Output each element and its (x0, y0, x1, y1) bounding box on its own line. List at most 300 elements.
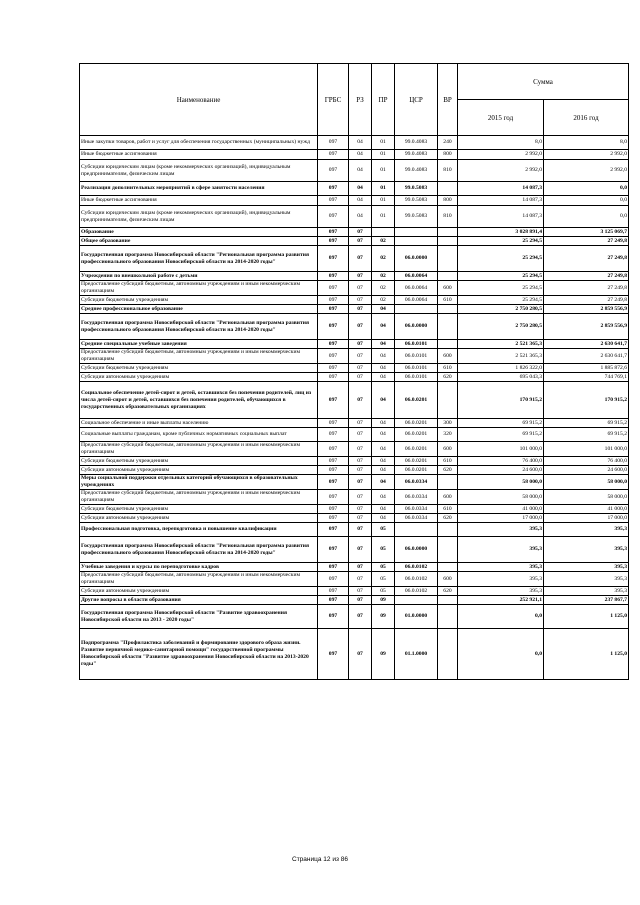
table-row (80, 514, 629, 523)
row-grbs-cell: 097 (318, 272, 349, 281)
row-grbs-cell: 097 (318, 182, 349, 196)
row-sum-2016-cell: 2 992,0 (544, 150, 629, 160)
row-vr-cell: 800 (438, 150, 458, 160)
row-vr-cell: 810 (438, 160, 458, 182)
row-grbs-cell: 097 (318, 505, 349, 514)
row-vr-cell: 600 (438, 442, 458, 457)
row-grbs-cell: 097 (318, 296, 349, 305)
table-row (80, 136, 629, 150)
row-name-cell: Предоставление субсидий бюджетным, автономным учреждениям и иным некоммерческим организациям (80, 442, 318, 457)
row-rz-cell: 07 (349, 514, 372, 523)
row-name-cell: Другие вопросы в области образования (80, 596, 318, 605)
row-vr-cell (438, 314, 458, 340)
table-row (80, 382, 629, 419)
row-sum-2015-cell: 25 294,5 (458, 237, 544, 246)
table-row (80, 428, 629, 442)
table-row (80, 537, 629, 563)
row-csr-cell: 06.0.0201 (395, 466, 438, 475)
table-row (80, 505, 629, 514)
row-sum-2016-cell: 2 630 641,7 (544, 340, 629, 349)
row-rz-cell: 07 (349, 537, 372, 563)
row-name-cell: Предоставление субсидий бюджетным, автономным учреждениям и иным некоммерческим организациям (80, 281, 318, 296)
row-grbs-cell: 097 (318, 572, 349, 587)
page-footer: Страница 12 из 86 (292, 856, 348, 863)
row-rz-cell: 07 (349, 228, 372, 237)
table-row (80, 523, 629, 537)
row-rz-cell: 04 (349, 182, 372, 196)
row-csr-cell: 99.0.5083 (395, 196, 438, 206)
row-pr-cell: 02 (372, 272, 395, 281)
row-name-cell: Учреждения по внешкольной работе с детьми (80, 272, 318, 281)
row-rz-cell: 07 (349, 305, 372, 314)
row-vr-cell: 610 (438, 505, 458, 514)
row-rz-cell: 07 (349, 596, 372, 605)
row-sum-2015-cell: 2 521 365,3 (458, 349, 544, 364)
row-sum-2015-cell: 2 750 280,5 (458, 314, 544, 340)
row-sum-2016-cell: 27 249,8 (544, 296, 629, 305)
row-sum-2015-cell: 695 043,3 (458, 373, 544, 382)
table-header (80, 64, 629, 136)
col-header-2016: 2016 год (544, 100, 629, 136)
row-sum-2016-cell: 237 867,7 (544, 596, 629, 605)
row-sum-2016-cell: 27 249,8 (544, 246, 629, 272)
row-name-cell: Социальное обеспечение и иные выплаты населению (80, 419, 318, 428)
table-row (80, 340, 629, 349)
row-name-cell: Средние специальные учебные заведения (80, 340, 318, 349)
row-csr-cell (395, 596, 438, 605)
row-sum-2016-cell: 395,3 (544, 587, 629, 596)
row-csr-cell: 06.0.0064 (395, 272, 438, 281)
row-sum-2016-cell: 101 000,0 (544, 442, 629, 457)
row-vr-cell (438, 228, 458, 237)
row-grbs-cell: 097 (318, 428, 349, 442)
row-rz-cell: 07 (349, 505, 372, 514)
row-rz-cell: 04 (349, 206, 372, 228)
row-grbs-cell: 097 (318, 605, 349, 629)
row-csr-cell: 06.0.0201 (395, 428, 438, 442)
row-sum-2015-cell: 14 087,3 (458, 182, 544, 196)
row-sum-2015-cell: 170 915,2 (458, 382, 544, 419)
row-vr-cell: 800 (438, 196, 458, 206)
row-vr-cell (438, 596, 458, 605)
table-row (80, 442, 629, 457)
table-row (80, 457, 629, 466)
row-name-cell: Государственная программа Новосибирской области "Региональная программа развития профессионального образования Новосибирской области на 2014-2020 годы" (80, 314, 318, 340)
row-pr-cell: 05 (372, 563, 395, 572)
table-row (80, 237, 629, 246)
row-grbs-cell: 097 (318, 537, 349, 563)
row-csr-cell: 06.0.0102 (395, 572, 438, 587)
row-vr-cell (438, 475, 458, 490)
row-grbs-cell: 097 (318, 382, 349, 419)
row-csr-cell: 99.0.4083 (395, 136, 438, 150)
col-header-rz: РЗ (349, 64, 372, 136)
row-csr-cell: 06.0.0334 (395, 505, 438, 514)
row-csr-cell: 06.0.0000 (395, 314, 438, 340)
row-name-cell: Субсидии бюджетным учреждениям (80, 505, 318, 514)
row-name-cell: Субсидии автономным учреждениям (80, 514, 318, 523)
table-row (80, 629, 629, 680)
row-rz-cell: 07 (349, 419, 372, 428)
table-row (80, 475, 629, 490)
row-name-cell: Предоставление субсидий бюджетным, автономным учреждениям и иным некоммерческим организациям (80, 490, 318, 505)
row-csr-cell (395, 228, 438, 237)
row-pr-cell: 05 (372, 537, 395, 563)
row-rz-cell: 07 (349, 373, 372, 382)
row-csr-cell: 06.0.0334 (395, 490, 438, 505)
row-rz-cell: 07 (349, 296, 372, 305)
row-name-cell: Учебные заведения и курсы по переподготовке кадров (80, 563, 318, 572)
row-name-cell: Образование (80, 228, 318, 237)
table-row (80, 206, 629, 228)
table-row (80, 150, 629, 160)
row-vr-cell (438, 629, 458, 680)
row-grbs-cell: 097 (318, 160, 349, 182)
row-sum-2015-cell: 24 600,0 (458, 466, 544, 475)
row-vr-cell (438, 563, 458, 572)
row-csr-cell: 06.0.0201 (395, 442, 438, 457)
table-row (80, 563, 629, 572)
row-csr-cell: 06.0.0201 (395, 419, 438, 428)
row-name-cell: Государственная программа Новосибирской области "Региональная программа развития профессионального образования Новосибирской области на 2014-2020 годы" (80, 246, 318, 272)
row-vr-cell: 320 (438, 428, 458, 442)
row-csr-cell: 99.0.4083 (395, 150, 438, 160)
row-sum-2016-cell: 17 000,0 (544, 514, 629, 523)
row-sum-2015-cell: 41 000,0 (458, 505, 544, 514)
row-csr-cell: 06.0.0064 (395, 281, 438, 296)
row-sum-2015-cell: 252 921,1 (458, 596, 544, 605)
row-name-cell: Профессиональная подготовка, переподготовка и повышение квалификации (80, 523, 318, 537)
row-sum-2015-cell: 0,0 (458, 629, 544, 680)
row-sum-2015-cell: 2 521 365,3 (458, 340, 544, 349)
row-vr-cell: 600 (438, 572, 458, 587)
row-sum-2015-cell: 395,3 (458, 587, 544, 596)
row-csr-cell: 06.0.0101 (395, 373, 438, 382)
table-row (80, 246, 629, 272)
row-sum-2015-cell: 58 000,0 (458, 490, 544, 505)
row-csr-cell: 06.0.0064 (395, 296, 438, 305)
row-name-cell: Иные закупки товаров, работ и услуг для обеспечения государственных (муниципальных) нужд (80, 136, 318, 150)
row-grbs-cell: 097 (318, 419, 349, 428)
row-vr-cell: 620 (438, 514, 458, 523)
row-pr-cell: 04 (372, 442, 395, 457)
row-grbs-cell: 097 (318, 466, 349, 475)
row-csr-cell: 06.0.0000 (395, 246, 438, 272)
row-sum-2016-cell: 41 000,0 (544, 505, 629, 514)
row-pr-cell: 04 (372, 364, 395, 373)
table-row (80, 373, 629, 382)
row-name-cell: Субсидии автономным учреждениям (80, 373, 318, 382)
row-csr-cell: 01.1.0000 (395, 629, 438, 680)
row-rz-cell: 07 (349, 466, 372, 475)
row-grbs-cell: 097 (318, 196, 349, 206)
row-vr-cell: 810 (438, 206, 458, 228)
row-name-cell: Иные бюджетные ассигнования (80, 150, 318, 160)
row-sum-2015-cell: 25 294,5 (458, 296, 544, 305)
col-header-2015: 2015 год (458, 100, 544, 136)
row-name-cell: Государственная программа Новосибирской области "Региональная программа развития профессионального образования Новосибирской области на 2014-2020 годы" (80, 537, 318, 563)
row-name-cell: Социальные выплаты гражданам, кроме публичных нормативных социальных выплат (80, 428, 318, 442)
row-rz-cell: 04 (349, 136, 372, 150)
row-vr-cell: 240 (438, 136, 458, 150)
row-sum-2016-cell: 69 915,2 (544, 428, 629, 442)
row-rz-cell: 07 (349, 246, 372, 272)
row-rz-cell: 07 (349, 340, 372, 349)
row-csr-cell: 06.0.0101 (395, 340, 438, 349)
row-sum-2016-cell: 27 249,8 (544, 237, 629, 246)
row-pr-cell: 04 (372, 349, 395, 364)
row-sum-2015-cell: 0,0 (458, 605, 544, 629)
row-pr-cell (372, 228, 395, 237)
row-sum-2015-cell: 395,3 (458, 563, 544, 572)
row-pr-cell: 04 (372, 305, 395, 314)
budget-table-page (79, 63, 628, 680)
row-rz-cell: 07 (349, 572, 372, 587)
row-vr-cell: 300 (438, 419, 458, 428)
row-sum-2016-cell: 0,0 (544, 196, 629, 206)
row-vr-cell (438, 382, 458, 419)
row-name-cell: Субсидии бюджетным учреждениям (80, 364, 318, 373)
row-name-cell: Субсидии бюджетным учреждениям (80, 296, 318, 305)
row-sum-2015-cell: 69 915,2 (458, 428, 544, 442)
row-csr-cell: 06.0.0000 (395, 537, 438, 563)
row-vr-cell (438, 537, 458, 563)
row-pr-cell: 04 (372, 505, 395, 514)
row-vr-cell: 610 (438, 296, 458, 305)
row-grbs-cell: 097 (318, 136, 349, 150)
row-grbs-cell: 097 (318, 563, 349, 572)
row-sum-2015-cell: 2 992,0 (458, 160, 544, 182)
row-sum-2016-cell: 2 859 556,9 (544, 305, 629, 314)
row-sum-2016-cell: 27 249,8 (544, 272, 629, 281)
row-sum-2015-cell: 76 400,0 (458, 457, 544, 466)
row-rz-cell: 07 (349, 457, 372, 466)
row-name-cell: Субсидии автономным учреждениям (80, 466, 318, 475)
row-grbs-cell: 097 (318, 305, 349, 314)
row-sum-2015-cell: 17 000,0 (458, 514, 544, 523)
row-sum-2016-cell: 27 249,8 (544, 281, 629, 296)
row-rz-cell: 07 (349, 629, 372, 680)
table-row (80, 596, 629, 605)
row-grbs-cell: 097 (318, 490, 349, 505)
row-csr-cell: 06.0.0201 (395, 457, 438, 466)
row-pr-cell: 04 (372, 382, 395, 419)
row-rz-cell: 07 (349, 563, 372, 572)
row-pr-cell: 09 (372, 605, 395, 629)
row-rz-cell: 07 (349, 237, 372, 246)
row-rz-cell: 07 (349, 382, 372, 419)
row-pr-cell: 01 (372, 136, 395, 150)
row-pr-cell: 04 (372, 466, 395, 475)
row-name-cell: Меры социальной поддержки отдельных категорий обучающихся в образовательных учреждениях (80, 475, 318, 490)
row-rz-cell: 07 (349, 442, 372, 457)
row-grbs-cell: 097 (318, 150, 349, 160)
row-sum-2016-cell: 2 859 556,9 (544, 314, 629, 340)
row-grbs-cell: 097 (318, 237, 349, 246)
row-sum-2016-cell: 395,3 (544, 563, 629, 572)
row-sum-2016-cell: 58 000,0 (544, 475, 629, 490)
row-grbs-cell: 097 (318, 514, 349, 523)
row-sum-2016-cell: 2 630 641,7 (544, 349, 629, 364)
col-header-sum: Сумма (458, 64, 629, 100)
row-grbs-cell: 097 (318, 340, 349, 349)
row-sum-2015-cell: 1 826 322,0 (458, 364, 544, 373)
row-sum-2015-cell: 3 028 891,4 (458, 228, 544, 237)
table-row (80, 605, 629, 629)
row-grbs-cell: 097 (318, 246, 349, 272)
row-sum-2016-cell: 24 600,0 (544, 466, 629, 475)
row-sum-2016-cell: 58 000,0 (544, 490, 629, 505)
table-row (80, 182, 629, 196)
row-sum-2016-cell: 8,0 (544, 136, 629, 150)
row-pr-cell: 04 (372, 428, 395, 442)
row-sum-2016-cell: 1 125,0 (544, 629, 629, 680)
table-row (80, 281, 629, 296)
table-row (80, 272, 629, 281)
row-name-cell: Субсидии автономным учреждениям (80, 587, 318, 596)
row-name-cell: Предоставление субсидий бюджетным, автономным учреждениям и иным некоммерческим организациям (80, 349, 318, 364)
row-name-cell: Иные бюджетные ассигнования (80, 196, 318, 206)
row-csr-cell: 99.0.5083 (395, 206, 438, 228)
row-pr-cell: 01 (372, 182, 395, 196)
row-csr-cell (395, 523, 438, 537)
row-rz-cell: 07 (349, 428, 372, 442)
row-pr-cell: 04 (372, 373, 395, 382)
row-sum-2016-cell: 76 400,0 (544, 457, 629, 466)
table-row (80, 419, 629, 428)
table-row (80, 305, 629, 314)
row-sum-2016-cell: 744 769,1 (544, 373, 629, 382)
row-vr-cell: 610 (438, 457, 458, 466)
row-rz-cell: 07 (349, 605, 372, 629)
row-rz-cell: 07 (349, 475, 372, 490)
row-pr-cell: 04 (372, 475, 395, 490)
row-pr-cell: 01 (372, 196, 395, 206)
row-grbs-cell: 097 (318, 373, 349, 382)
row-name-cell: Подпрограмма "Профилактика заболеваний и формирование здорового образа жизни. Развитие первичной медико-санитарной помощи" государственной программы Новосибирской области "Развитие здравоохранения Новосибирской области на 2013-2020 годы" (80, 629, 318, 680)
row-csr-cell: 99.0.5083 (395, 182, 438, 196)
row-name-cell: Реализация дополнительных мероприятий в сфере занятости населения (80, 182, 318, 196)
row-rz-cell: 07 (349, 490, 372, 505)
row-sum-2016-cell: 3 125 069,7 (544, 228, 629, 237)
row-grbs-cell: 097 (318, 314, 349, 340)
row-csr-cell: 06.0.0102 (395, 587, 438, 596)
row-vr-cell (438, 237, 458, 246)
row-pr-cell: 04 (372, 419, 395, 428)
col-header-name: Наименование (80, 64, 318, 136)
row-pr-cell: 02 (372, 237, 395, 246)
row-sum-2016-cell: 1 125,0 (544, 605, 629, 629)
row-sum-2016-cell: 1 885 872,6 (544, 364, 629, 373)
row-pr-cell: 02 (372, 281, 395, 296)
table-row (80, 160, 629, 182)
table-row (80, 349, 629, 364)
row-name-cell: Государственная программа Новосибирской области "Развитие здравоохранения Новосибирской области на 2013 - 2020 годы" (80, 605, 318, 629)
row-name-cell: Субсидии юридическим лицам (кроме некоммерческих организаций), индивидуальным предпринимателям, физическим лицам (80, 160, 318, 182)
row-sum-2016-cell: 0,0 (544, 182, 629, 196)
row-rz-cell: 07 (349, 523, 372, 537)
row-sum-2015-cell: 395,3 (458, 572, 544, 587)
table-row (80, 196, 629, 206)
row-vr-cell (438, 340, 458, 349)
row-sum-2015-cell: 25 294,5 (458, 272, 544, 281)
row-sum-2016-cell: 2 992,0 (544, 160, 629, 182)
row-csr-cell: 06.0.0334 (395, 514, 438, 523)
table-row (80, 572, 629, 587)
col-header-pr: ПР (372, 64, 395, 136)
row-pr-cell: 01 (372, 206, 395, 228)
row-pr-cell: 02 (372, 246, 395, 272)
row-sum-2016-cell: 69 915,2 (544, 419, 629, 428)
row-grbs-cell: 097 (318, 457, 349, 466)
table-row (80, 587, 629, 596)
row-vr-cell (438, 182, 458, 196)
row-csr-cell (395, 305, 438, 314)
table-row (80, 228, 629, 237)
row-sum-2016-cell: 395,3 (544, 523, 629, 537)
table-row (80, 364, 629, 373)
row-sum-2016-cell: 170 915,2 (544, 382, 629, 419)
row-vr-cell (438, 305, 458, 314)
row-vr-cell: 600 (438, 490, 458, 505)
row-csr-cell: 06.0.0101 (395, 364, 438, 373)
row-sum-2015-cell: 2 992,0 (458, 150, 544, 160)
row-pr-cell: 04 (372, 514, 395, 523)
row-sum-2016-cell: 395,3 (544, 572, 629, 587)
row-pr-cell: 05 (372, 523, 395, 537)
row-csr-cell: 06.0.0101 (395, 349, 438, 364)
row-csr-cell: 06.0.0201 (395, 382, 438, 419)
row-name-cell: Субсидии бюджетным учреждениям (80, 457, 318, 466)
col-header-vr: ВР (438, 64, 458, 136)
row-sum-2015-cell: 395,3 (458, 537, 544, 563)
row-pr-cell: 04 (372, 340, 395, 349)
row-grbs-cell: 097 (318, 596, 349, 605)
table-body (80, 136, 629, 680)
row-rz-cell: 04 (349, 150, 372, 160)
row-vr-cell: 620 (438, 587, 458, 596)
row-pr-cell: 04 (372, 457, 395, 466)
table-row (80, 296, 629, 305)
row-name-cell: Социальное обеспечение детей-сирот и детей, оставшихся без попечения родителей, лиц из числа детей-сирот и детей, оставшихся без попечения родителей, обучающихся в государственных образовательных организациях (80, 382, 318, 419)
row-grbs-cell: 097 (318, 228, 349, 237)
row-name-cell: Предоставление субсидий бюджетным, автономным учреждениям и иным некоммерческим организациям (80, 572, 318, 587)
row-rz-cell: 07 (349, 364, 372, 373)
row-pr-cell: 05 (372, 587, 395, 596)
row-pr-cell: 04 (372, 314, 395, 340)
row-sum-2015-cell: 2 750 280,5 (458, 305, 544, 314)
row-name-cell: Общее образование (80, 237, 318, 246)
row-pr-cell: 04 (372, 490, 395, 505)
row-grbs-cell: 097 (318, 206, 349, 228)
row-rz-cell: 04 (349, 160, 372, 182)
row-sum-2015-cell: 25 294,5 (458, 246, 544, 272)
row-csr-cell: 06.0.0334 (395, 475, 438, 490)
row-vr-cell: 610 (438, 364, 458, 373)
row-sum-2015-cell: 14 087,3 (458, 196, 544, 206)
row-pr-cell: 01 (372, 150, 395, 160)
row-csr-cell (395, 237, 438, 246)
row-sum-2015-cell: 69 915,2 (458, 419, 544, 428)
row-sum-2015-cell: 58 000,0 (458, 475, 544, 490)
row-pr-cell: 09 (372, 629, 395, 680)
row-grbs-cell: 097 (318, 629, 349, 680)
row-vr-cell: 620 (438, 373, 458, 382)
budget-table (79, 63, 629, 680)
row-vr-cell (438, 272, 458, 281)
row-name-cell: Субсидии юридическим лицам (кроме некоммерческих организаций), индивидуальным предпринимателям, физическим лицам (80, 206, 318, 228)
row-sum-2016-cell: 395,3 (544, 537, 629, 563)
